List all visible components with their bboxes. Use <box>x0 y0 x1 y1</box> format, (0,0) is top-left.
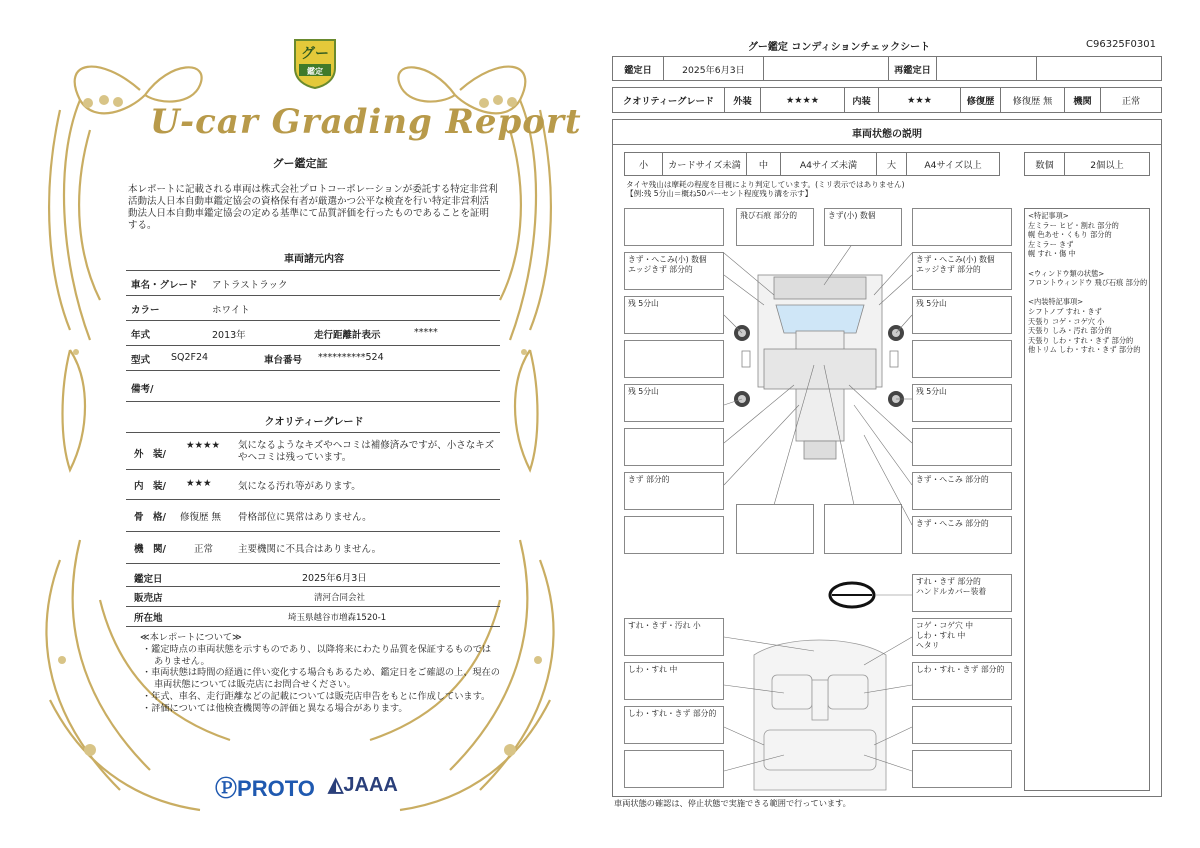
ext-box-l6 <box>624 428 724 466</box>
ext-box-l4 <box>624 340 724 378</box>
quality-row-engine: 機 関/ 正常 主要機関に不具合はありません。 <box>126 532 500 564</box>
spec-row-name: 車名・グレード アトラストラック <box>126 271 500 296</box>
ext-box-bottom2 <box>736 504 814 554</box>
date-row: 鑑定日 2025年6月3日 再鑑定日 <box>612 56 1162 81</box>
ext-box-l5: 残 5分山 <box>624 384 724 422</box>
ext-box-l2: きず・へこみ(小) 数個 エッジきず 部分的 <box>624 252 724 290</box>
jaaa-mark-icon: ◭ <box>328 774 344 796</box>
grade-row: クオリティーグレード 外装 ★★★★ 内装 ★★★ 修復歴 修復歴 無 機関 正常 <box>612 87 1162 113</box>
ext-box-r3: 残 5分山 <box>912 296 1012 334</box>
appraisal-date-row: 鑑定日 2025年6月3日 <box>126 566 500 587</box>
steering-wheel-icon <box>830 583 874 607</box>
condition-check-sheet <box>600 0 1200 848</box>
quality-row-interior: 内 装/ ★★★ 気になる汚れ等があります。 <box>126 470 500 500</box>
tire-example: 【例:残 5分山＝概ね50パーセント程度残り溝を示す】 <box>626 189 813 198</box>
quality-row-exterior: 外 装/ ★★★★ 気になるようなキズやヘコミは補修済みですが、小さなキズやヘコミは残っています。 <box>126 433 500 470</box>
ext-box-r1 <box>912 208 1012 246</box>
ext-box-r6 <box>912 428 1012 466</box>
int-box-l2: しわ・すれ 中 <box>624 662 724 700</box>
ext-box-bottom3 <box>824 504 902 554</box>
tire-note: タイヤ残山は摩耗の程度を目視により判定しています。(ミリ表示ではありません) <box>626 180 905 189</box>
sheet-title: グー鑑定 コンディションチェックシート <box>747 42 931 53</box>
special-notes-box <box>1024 208 1150 791</box>
int-box-r1: コゲ・コゲ穴 中 しわ・すれ 中 へタリ <box>912 618 1012 656</box>
int-box-steering: すれ・きず 部分的 ハンドルカバー装着 <box>912 574 1012 612</box>
svg-text:鑑定: 鑑定 <box>307 67 323 76</box>
certificate-title: グー鑑定証 <box>272 157 328 170</box>
ext-box-top3: きず(小) 数個 <box>824 208 902 246</box>
svg-text:グー: グー <box>301 46 329 62</box>
proto-logo: ⓅPROTO <box>215 776 315 801</box>
quality-section-title: クオリティーグレード <box>264 417 364 428</box>
ext-box-r8: きず・へこみ 部分的 <box>912 516 1012 554</box>
spec-section-title: 車両諸元内容 <box>284 254 344 265</box>
ext-box-r2: きず・へこみ(小) 数個 エッジきず 部分的 <box>912 252 1012 290</box>
ext-box-l7: きず 部分的 <box>624 472 724 510</box>
size-legend: 小 カードサイズ未満 中 A4サイズ未満 大 A4サイズ以上 <box>624 152 1000 176</box>
goo-appraisal-logo-icon <box>287 34 343 90</box>
jaaa-logo: ◭JAAA <box>328 774 398 796</box>
int-box-l1: すれ・きず・汚れ 小 <box>624 618 724 656</box>
int-box-r4 <box>912 750 1012 788</box>
dealer-row: 販売店 清河合同会社 <box>126 587 500 607</box>
spec-row-year: 年式 2013年 走行距離計表示 ***** <box>126 321 500 346</box>
spec-row-remarks: 備考/ <box>126 371 500 402</box>
ext-box-r7: きず・へこみ 部分的 <box>912 472 1012 510</box>
int-box-l4 <box>624 750 724 788</box>
report-title: U-car Grading Report <box>150 102 582 142</box>
ext-box-r5: 残 5分山 <box>912 384 1012 422</box>
spec-row-model: 型式 SQ2F24 車台番号 **********524 <box>126 346 500 371</box>
ext-box-top2: 飛び石痕 部分的 <box>736 208 814 246</box>
address-row: 所在地 埼玉県越谷市増森1520-1 <box>126 607 500 627</box>
ext-box-l3: 残 5分山 <box>624 296 724 334</box>
int-box-l3: しわ・すれ・きず 部分的 <box>624 706 724 744</box>
condition-title: 車両状態の説明 <box>613 120 1161 145</box>
quality-row-frame: 骨 格/ 修復歴 無 骨格部位に異常はありません。 <box>126 500 500 532</box>
report-notes: ≪本レポートについて≫ ・鑑定時点の車両状態を示すものであり、以降将来にわたり品質を保証するものではありません。 ・車両状態は時間の経過に伴い変化する場合もあるため、鑑定日をご確認の上、現在の車両状態については販売店にお問合せください。 ・年式、車名、走行距離などの記載については販売店申告をもとに作成しています。 ・評価については他検査機関等の評価と異なる場合があります。 <box>140 632 500 714</box>
footer-note: 車両状態の確認は、停止状態で実施できる範囲で行っています。 <box>614 798 851 808</box>
count-legend: 数個 2個以上 <box>1024 152 1150 176</box>
ext-box-l8 <box>624 516 724 554</box>
sheet-id: C96325F0301 <box>1086 39 1156 50</box>
ext-box-r4 <box>912 340 1012 378</box>
certificate-body: 本レポートに記載される車両は株式会社プロトコーポレーションが委託する特定非営利活動法人日本自動車鑑定協会の資格保有者が厳選かつ公平な検査を行い特定非営利活動法人日本自動車鑑定協会の定める基準にて品質評価を行ったものであることを証明する。 <box>128 184 498 231</box>
special-notes-text: <特記事項> 左ミラー ヒビ・割れ 部分的 幌 色あせ・くもり 部分的 左ミラー きず 幌 すれ・傷 中 <ウィンドウ類の状態> フロントウィンドウ 飛び石痕 部分的 <内装特記事項> シフトノブ すれ・きず 天張り コゲ・コゲ穴 小 天張り しみ・汚れ 部分的 天張り しわ・すれ・きず 部分的 他トリム しわ・すれ・きず 部分的 <box>1028 211 1148 355</box>
int-box-r3 <box>912 706 1012 744</box>
ext-box-l1 <box>624 208 724 246</box>
spec-row-color: カラー ホワイト <box>126 296 500 321</box>
int-box-r2: しわ・すれ・きず 部分的 <box>912 662 1012 700</box>
